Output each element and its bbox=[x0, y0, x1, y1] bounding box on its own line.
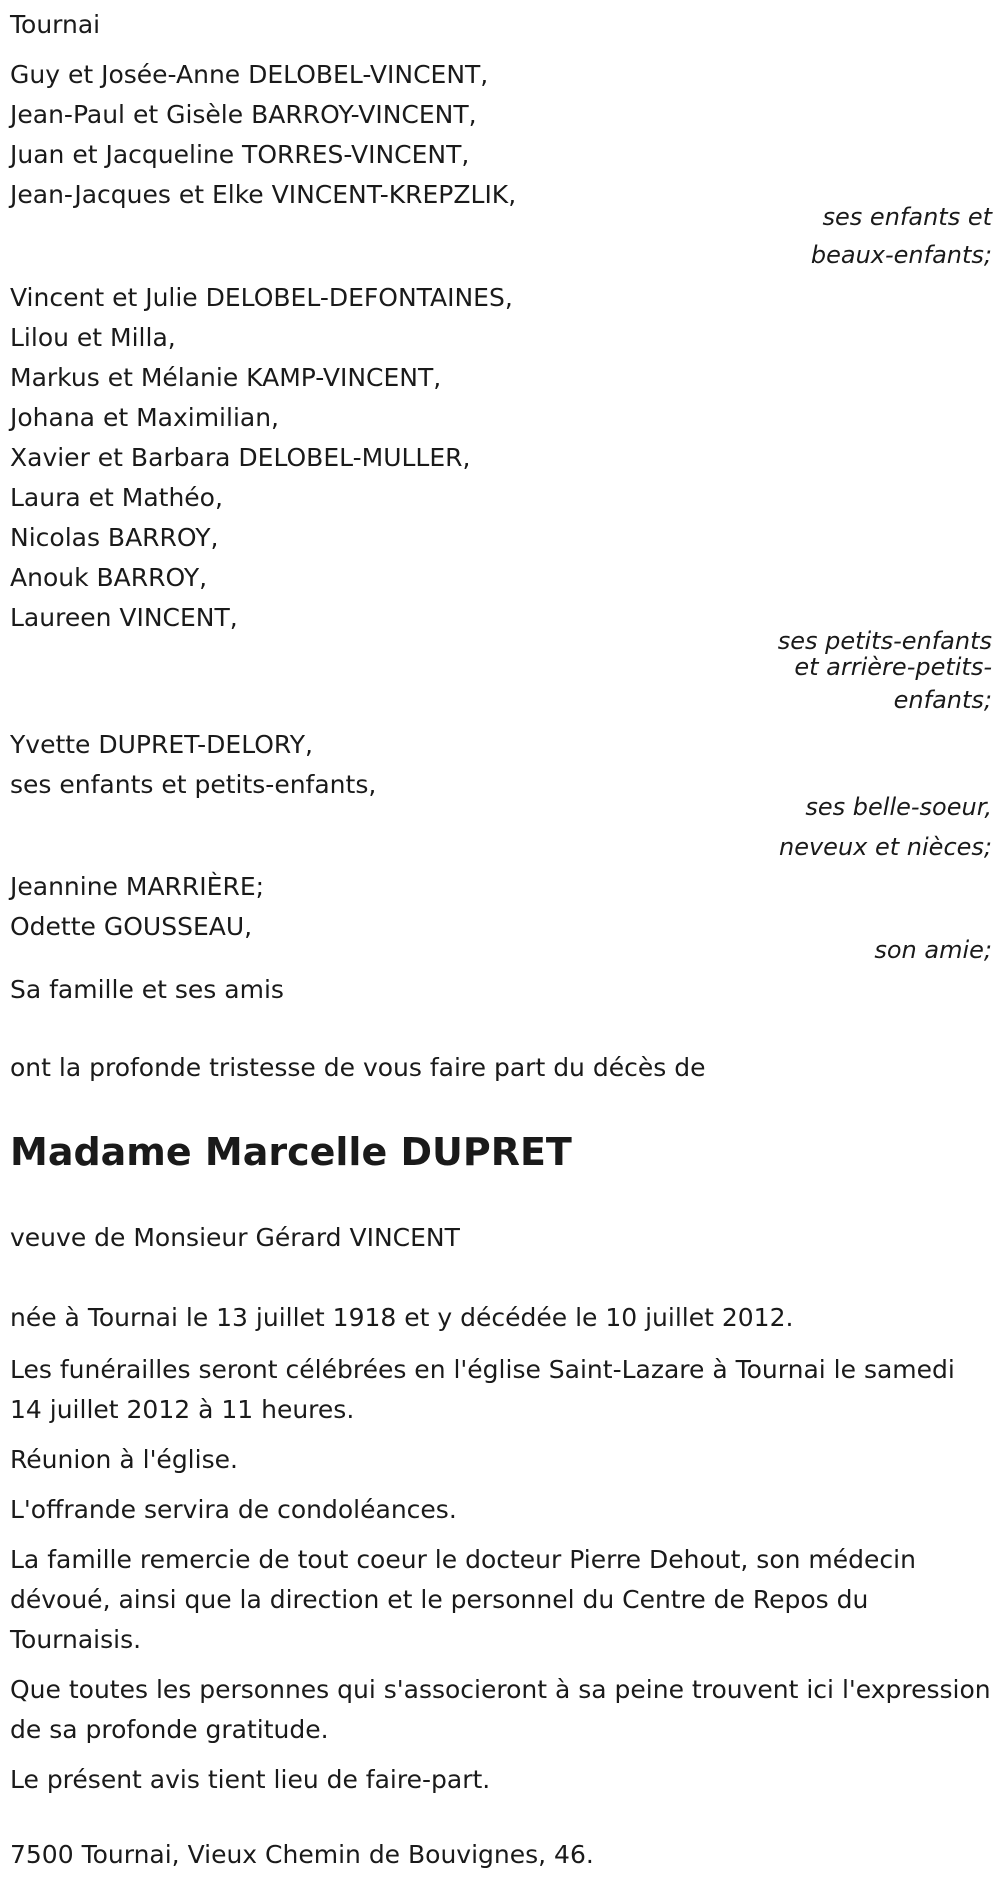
announcement: ont la profonde tristesse de vous faire part du décès de bbox=[10, 1053, 706, 1082]
list-item: Vincent et Julie DELOBEL-DEFONTAINES, bbox=[10, 283, 513, 312]
thanks-paragraph: La famille remercie de tout coeur le docteur Pierre Dehout, son médecin dévoué, ainsi que la direction et le personnel du Centre de Repos du Tournaisis. bbox=[10, 1545, 916, 1654]
details bbox=[10, 1350, 992, 1800]
role-line: neveux et nièces; bbox=[779, 833, 992, 861]
list-item: Jean-Jacques et Elke VINCENT-KREPZLIK, bbox=[10, 180, 517, 209]
role-line: ses petits-enfants bbox=[777, 627, 992, 655]
role-line: ses enfants et bbox=[822, 203, 992, 231]
list-item: Nicolas BARROY, bbox=[10, 523, 219, 552]
role-line: enfants; bbox=[893, 686, 992, 714]
role-line: beaux-enfants; bbox=[810, 241, 992, 269]
list-item: Markus et Mélanie KAMP-VINCENT, bbox=[10, 363, 442, 392]
list-item: Johana et Maximilian, bbox=[10, 403, 280, 432]
sister-in-law-role bbox=[592, 787, 992, 867]
list-item: Anouk BARROY, bbox=[10, 563, 208, 592]
children-role bbox=[592, 198, 992, 274]
friends-role: son amie; bbox=[874, 936, 992, 964]
family-line: Sa famille et ses amis bbox=[10, 975, 284, 1004]
role-line: ses belle-soeur, bbox=[805, 793, 992, 821]
birth-death: née à Tournai le 13 juillet 1918 et y décédée le 10 juillet 2012. bbox=[10, 1303, 794, 1332]
list-item: Laureen VINCENT, bbox=[10, 603, 238, 632]
role-line: et arrière-petits- bbox=[794, 653, 992, 681]
offering-paragraph: L'offrande servira de condoléances. bbox=[10, 1495, 457, 1524]
gratitude-paragraph: Que toutes les personnes qui s'associeront à sa peine trouvent ici l'expression de sa profonde gratitude. bbox=[10, 1675, 991, 1744]
list-item: Yvette DUPRET-DELORY, bbox=[10, 730, 313, 759]
list-item: Jeannine MARRIÈRE; bbox=[10, 872, 265, 901]
children-list bbox=[10, 55, 516, 215]
list-item: Lilou et Milla, bbox=[10, 323, 176, 352]
address: 7500 Tournai, Vieux Chemin de Bouvignes, 46. bbox=[10, 1840, 594, 1869]
list-item: Laura et Mathéo, bbox=[10, 483, 223, 512]
friends-list bbox=[10, 867, 264, 947]
widow-of: veuve de Monsieur Gérard VINCENT bbox=[10, 1223, 460, 1252]
list-item: Xavier et Barbara DELOBEL-MULLER, bbox=[10, 443, 471, 472]
sister-in-law-list bbox=[10, 725, 376, 805]
deceased-name: Madame Marcelle DUPRET bbox=[10, 1130, 572, 1174]
grandchildren-list bbox=[10, 278, 513, 638]
city-heading: Tournai bbox=[10, 10, 101, 39]
grandchildren-role bbox=[592, 628, 992, 720]
meeting-paragraph: Réunion à l'église. bbox=[10, 1445, 238, 1474]
list-item: Guy et Josée-Anne DELOBEL-VINCENT, bbox=[10, 60, 489, 89]
funeral-paragraph: Les funérailles seront célébrées en l'église Saint-Lazare à Tournai le samedi 14 juillet 2012 à 11 heures. bbox=[10, 1355, 955, 1424]
list-item: Jean-Paul et Gisèle BARROY-VINCENT, bbox=[10, 100, 477, 129]
list-item: Juan et Jacqueline TORRES-VINCENT, bbox=[10, 140, 470, 169]
list-item: Odette GOUSSEAU, bbox=[10, 912, 253, 941]
notice-paragraph: Le présent avis tient lieu de faire-part. bbox=[10, 1765, 491, 1794]
list-item: ses enfants et petits-enfants, bbox=[10, 770, 377, 799]
